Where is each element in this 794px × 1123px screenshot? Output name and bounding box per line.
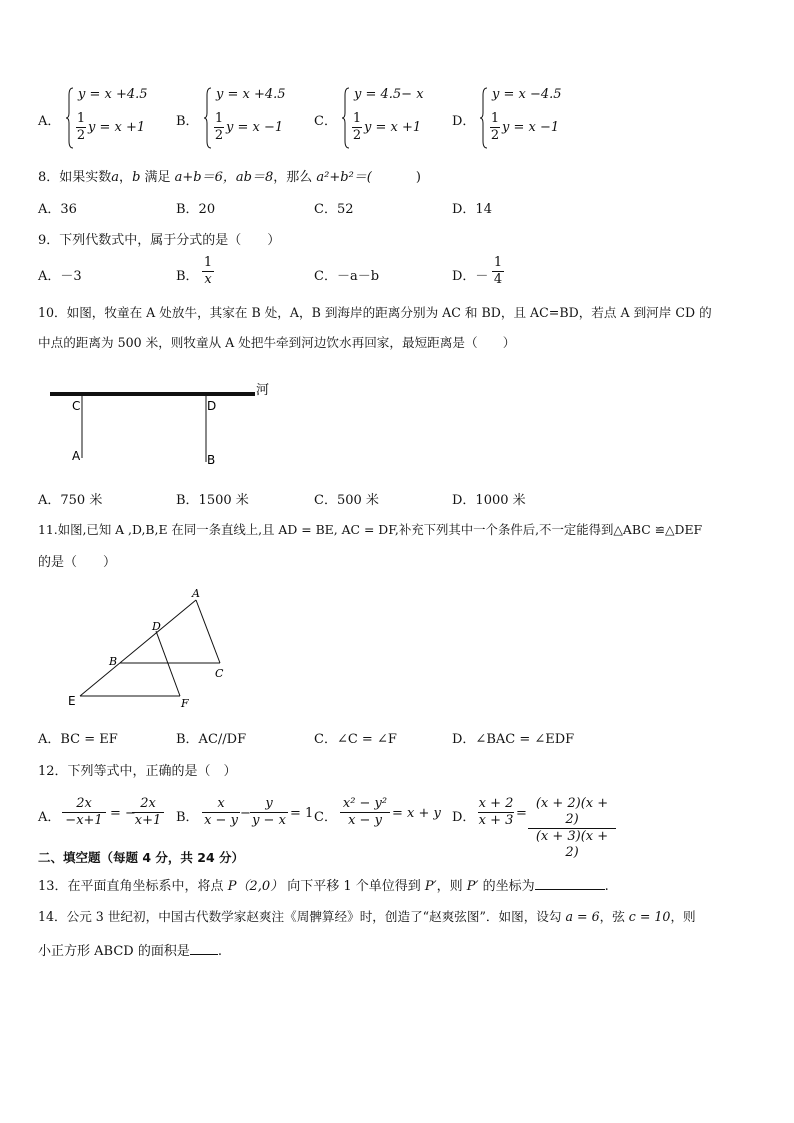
q10-option-a: A．750 米 xyxy=(38,493,103,508)
q7-c-coef: 1 2 xyxy=(352,111,362,143)
q13-stem: 13．在平面直角坐标系中，将点 P（2,0） 向下平移 1 个单位得到 P′，则 P′ 的坐标为 . xyxy=(38,879,609,894)
q12-d-equals: = xyxy=(516,806,527,821)
q9-option-d-label: D．－ xyxy=(452,269,489,284)
q12-option-b-label: B． xyxy=(176,810,199,825)
q12-option-d-label: D． xyxy=(452,810,476,825)
q7-option-c-label: C． xyxy=(314,114,337,129)
q7-option-b-system xyxy=(204,87,304,149)
q11-stem-line2: 的是（ ） xyxy=(38,555,117,570)
q9-stem: 9．下列代数式中，属于分式的是（ ） xyxy=(38,233,281,248)
point-a-label: A xyxy=(72,449,81,463)
q14-stem-line1: 14．公元 3 世纪初，中国古代数学家赵爽注《周髀算经》时，创造了“赵爽弦图”．如图，设勾 a = 6，弦 c = 10，则 xyxy=(38,909,696,924)
q7-a-eq1: y = x +4.5 xyxy=(78,87,148,102)
point-c-label: C xyxy=(215,667,224,680)
q10-figure xyxy=(40,378,280,468)
q12-a-fraction-right: 2x x+1 xyxy=(132,796,164,829)
point-a-label: A xyxy=(192,587,200,600)
q8-option-a: A．36 xyxy=(38,202,77,217)
point-d-label: D xyxy=(207,399,217,413)
q12-c-fraction: x² − y² x − y xyxy=(340,796,390,829)
q12-a-equals: = − xyxy=(110,806,136,821)
point-f-label: F xyxy=(181,697,189,710)
q12-option-a-label: A． xyxy=(38,810,61,825)
line-e-a xyxy=(80,600,196,696)
brace-icon xyxy=(204,87,212,149)
q12-d-fraction-left: x + 2 x + 3 xyxy=(478,796,514,828)
q12-stem: 12．下列等式中，正确的是（ ） xyxy=(38,764,237,779)
brace-icon xyxy=(66,87,74,149)
q7-option-c-system xyxy=(342,87,442,149)
q7-option-d-label: D． xyxy=(452,114,476,129)
brace-icon xyxy=(342,87,350,149)
q12-b-fraction-left: x x − y xyxy=(202,796,240,829)
brace-icon xyxy=(480,87,488,149)
q7-b-eq1: y = x +4.5 xyxy=(216,87,286,102)
q7-c-eq1: y = 4.5− x xyxy=(354,87,424,102)
q7-option-a-system xyxy=(66,87,166,149)
q11-option-c: C．∠C = ∠F xyxy=(314,732,397,747)
section-heading: 二、填空题（每题 4 分，共 24 分） xyxy=(38,850,245,865)
q10-stem-line2: 中点的距离为 500 米，则牧童从 A 处把牛牵到河边饮水再回家，最短距离是（ ） xyxy=(38,335,516,350)
point-d-label: D xyxy=(152,620,161,633)
q11-stem-line1: 11.如图,已知 A ,D,B,E 在同一条直线上,且 AD = BE, AC = DF,补充下列其中一个条件后,不一定能得到△ABC ≌△DEF xyxy=(38,522,703,537)
q7-b-eq2: y = x −1 xyxy=(226,120,284,135)
q11-option-a: A．BC = EF xyxy=(38,732,118,747)
q12-option-c-label: C． xyxy=(314,810,337,825)
q7-b-coef: 1 2 xyxy=(214,111,224,143)
q7-a-coef: 1 2 xyxy=(76,111,86,143)
q7-d-coef: 1 2 xyxy=(490,111,500,143)
point-c-label: C xyxy=(72,399,81,413)
q12-b-rhs: = 1 xyxy=(290,806,314,821)
q11-option-b: B．AC//DF xyxy=(176,732,247,747)
q12-b-fraction-right: y y − x xyxy=(250,796,288,829)
q9-option-d-fraction: 1 4 xyxy=(493,255,503,287)
answer-blank[interactable] xyxy=(190,942,218,955)
q10-stem-line1: 10．如图，牧童在 A 处放牛，其家在 B 处，A，B 到海岸的距离分别为 AC 和 BD，且 AC=BD，若点 A 到河岸 CD 的 xyxy=(38,305,712,320)
q8-option-d: D．14 xyxy=(452,202,492,217)
q7-option-b-label: B． xyxy=(176,114,199,129)
q12-b-minus: − xyxy=(240,806,251,821)
q8-option-c: C．52 xyxy=(314,202,354,217)
segment-a-c xyxy=(196,600,220,663)
q8-stem: 8．如果实数a，b 满足 a+b＝6，ab＝8，那么 a²+b²＝( ) xyxy=(38,170,421,185)
q7-option-d-system xyxy=(480,87,580,149)
q7-d-eq2: y = x −1 xyxy=(502,120,560,135)
point-e-label: E xyxy=(68,694,76,708)
q11-option-d: D．∠BAC = ∠EDF xyxy=(452,732,575,747)
q7-d-eq1: y = x −4.5 xyxy=(492,87,562,102)
q10-option-c: C．500 米 xyxy=(314,493,379,508)
q12-c-rhs: = x + y xyxy=(392,806,441,821)
q10-option-b: B．1500 米 xyxy=(176,493,249,508)
q12-d-fraction-right: (x + 2)(x + 2) (x + 3)(x + 2) xyxy=(528,796,616,861)
q9-option-c: C．－a－b xyxy=(314,269,380,284)
q10-option-d: D．1000 米 xyxy=(452,493,526,508)
q9-option-b-fraction: 1 x xyxy=(203,255,213,287)
point-b-label: B xyxy=(207,453,216,467)
q7-option-a-label: A． xyxy=(38,114,61,129)
answer-blank[interactable] xyxy=(535,877,605,890)
point-b-label: B xyxy=(109,655,118,668)
river-label: 河 xyxy=(256,383,270,398)
q7-c-eq2: y = x +1 xyxy=(364,120,422,135)
q14-stem-line2: 小正方形 ABCD 的面积是 . xyxy=(38,944,222,959)
q12-a-fraction-left: 2x −x+1 xyxy=(62,796,106,829)
q8-option-b: B．20 xyxy=(176,202,216,217)
q11-figure xyxy=(60,585,240,715)
q9-option-a: A．－3 xyxy=(38,269,82,284)
q7-a-eq2: y = x +1 xyxy=(88,120,146,135)
q9-option-b-label: B． xyxy=(176,269,199,284)
